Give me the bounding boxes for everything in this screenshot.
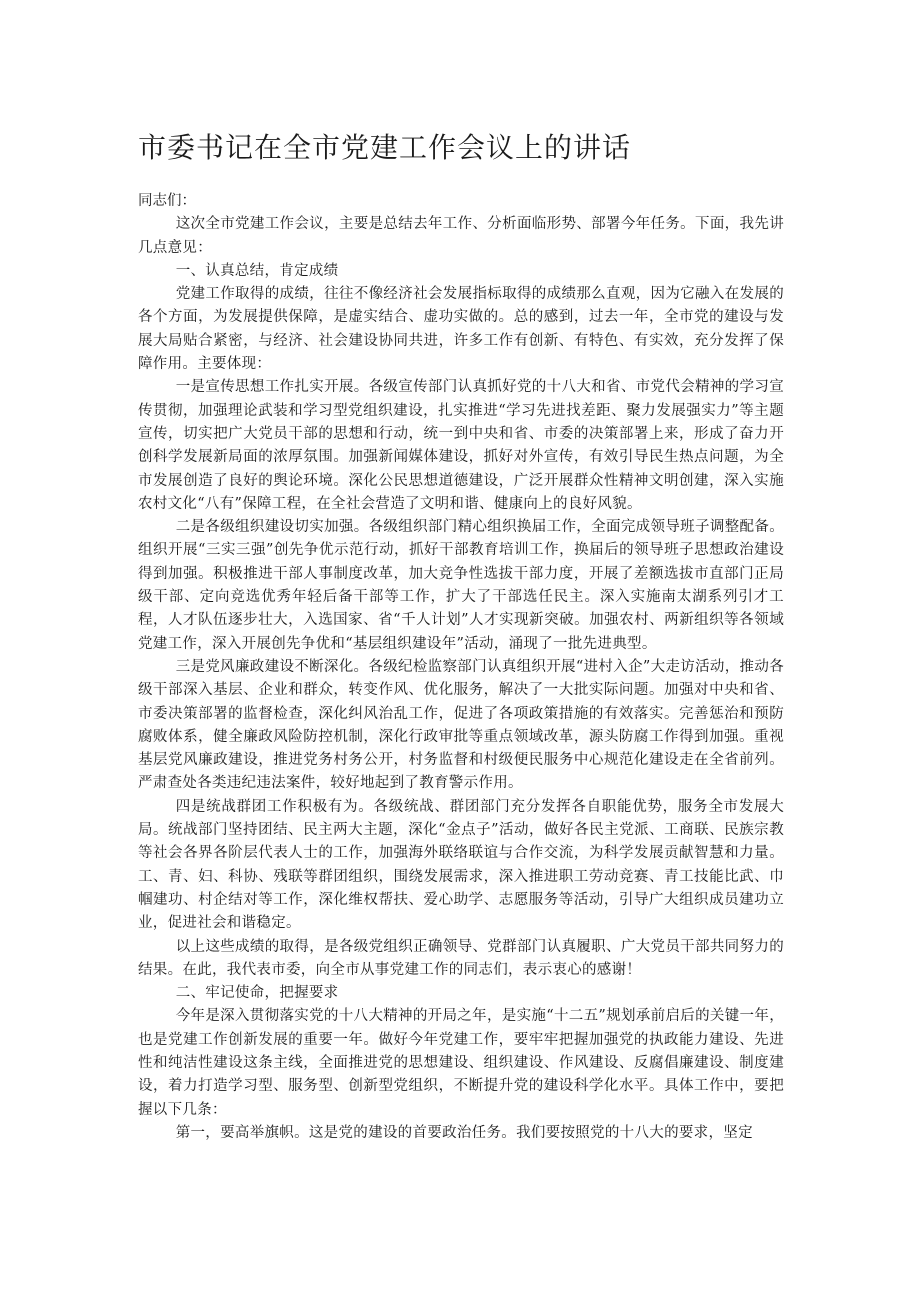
paragraph: 四是统战群团工作积极有为。各级统战、群团部门充分发挥各自职能优势，服务全市发展大局。统战部门坚持团结、民主两大主题，深化“金点子”活动，做好各民主党派、工商联、民族宗教等社会各界各阶层代表人士的工作，加强海外联络联谊与合作交流，为科学发展贡献智慧和力量。工、青、妇、科协、残联等群团组织，围绕发展需求，深入推进职工劳动竞赛、青工技能比武、巾帼建功、村企结对等工作，深化维权帮扶、爱心助学、志愿服务等活动，引导广大组织成员建功立业，促进社会和谐稳定。 xyxy=(138,798,784,932)
paragraph: 这次全市党建工作会议，主要是总结去年工作、分析面临形势、部署今年任务。下面，我先讲几点意见： xyxy=(138,216,784,256)
paragraph: 第一，要高举旗帜。这是党的建设的首要政治任务。我们要按照党的十八大的要求，坚定 xyxy=(175,1124,753,1141)
section-heading: 二、牢记使命，把握要求 xyxy=(175,985,339,1002)
paragraph: 今年是深入贯彻落实党的十八大精神的开局之年，是实施“十二五”规划承前启后的关键一年，也是党建工作创新发展的重要一年。做好今年党建工作，要牢牢把握加强党的执政能力建设、先进性和纯洁性建设这条主线，全面推进党的思想建设、组织建设、作风建设、反腐倡廉建设、制度建设，着力打造学习型、服务型、创新型党组织，不断提升党的建设科学化水平。具体工作中，要把握以下几条： xyxy=(138,1008,784,1118)
document-title: 市委书记在全市党建工作会议上的讲话 xyxy=(138,131,632,164)
section-heading: 一、认真总结，肯定成绩 xyxy=(175,262,339,279)
document-page xyxy=(138,128,784,1145)
paragraph: 以上这些成绩的取得，是各级党组织正确领导、党群部门认真履职、广大党员干部共同努力的结果。在此，我代表市委，向全市从事党建工作的同志们，表示衷心的感谢！ xyxy=(138,938,784,978)
paragraph: 二是各级组织建设切实加强。各级组织部门精心组织换届工作，全面完成领导班子调整配备。组织开展“三实三强”创先争优示范行动，抓好干部教育培训工作，换届后的领导班子思想政治建设得到加强。积极推进干部人事制度改革，加大竞争性选拔干部力度，开展了差额选拔市直部门正局级干部、定向竞选优秀年轻后备干部等工作，扩大了干部选任民主。深入实施南太湖系列引才工程，人才队伍逐步壮大，入选国家、省“千人计划”人才实现新突破。加强农村、两新组织等各领域党建工作，深入开展创先争优和“基层组织建设年”活动，涌现了一批先进典型。 xyxy=(138,519,784,652)
document-body xyxy=(138,213,784,1145)
paragraph: 三是党风廉政建设不断深化。各级纪检监察部门认真组织开展“进村入企”大走访活动，推动各级干部深入基层、企业和群众，转变作风、优化服务，解决了一大批实际问题。加强对中央和省、市委决策部署的监督检查，深化纠风治乱工作，促进了各项政策措施的有效落实。完善惩治和预防腐败体系，健全廉政风险防控机制，深化行政审批等重点领域改革，源头防腐工作得到加强。重视基层党风廉政建设，推进党务村务公开，村务监督和村级便民服务中心规范化建设走在全省前列。严肃查处各类违纪违法案件，较好地起到了教育警示作用。 xyxy=(138,658,784,792)
paragraph: 党建工作取得的成绩，往往不像经济社会发展指标取得的成绩那么直观，因为它融入在发展的各个方面，为发展提供保障，是虚实结合、虚功实做的。总的感到，过去一年，全市党的建设与发展大局贴合紧密，与经济、社会建设协同共进，许多工作有创新、有特色、有实效，充分发挥了保障作用。主要体现： xyxy=(138,286,784,373)
paragraph: 一是宣传思想工作扎实开展。各级宣传部门认真抓好党的十八大和省、市党代会精神的学习宣传贯彻，加强理论武装和学习型党组织建设，扎实推进“学习先进找差距、聚力发展强实力”等主题宣传，切实把广大党员干部的思想和行动，统一到中央和省、市委的决策部署上来，形成了奋力开创科学发展新局面的浓厚氛围。加强新闻媒体建设，抓好对外宣传，有效引导民生热点问题，为全市发展创造了良好的舆论环境。深化公民思想道德建设，广泛开展群众性精神文明创建，深入实施农村文化“八有”保障工程，在全社会营造了文明和谐、健康向上的良好风貌。 xyxy=(138,379,784,512)
salutation: 同志们： xyxy=(138,193,196,209)
